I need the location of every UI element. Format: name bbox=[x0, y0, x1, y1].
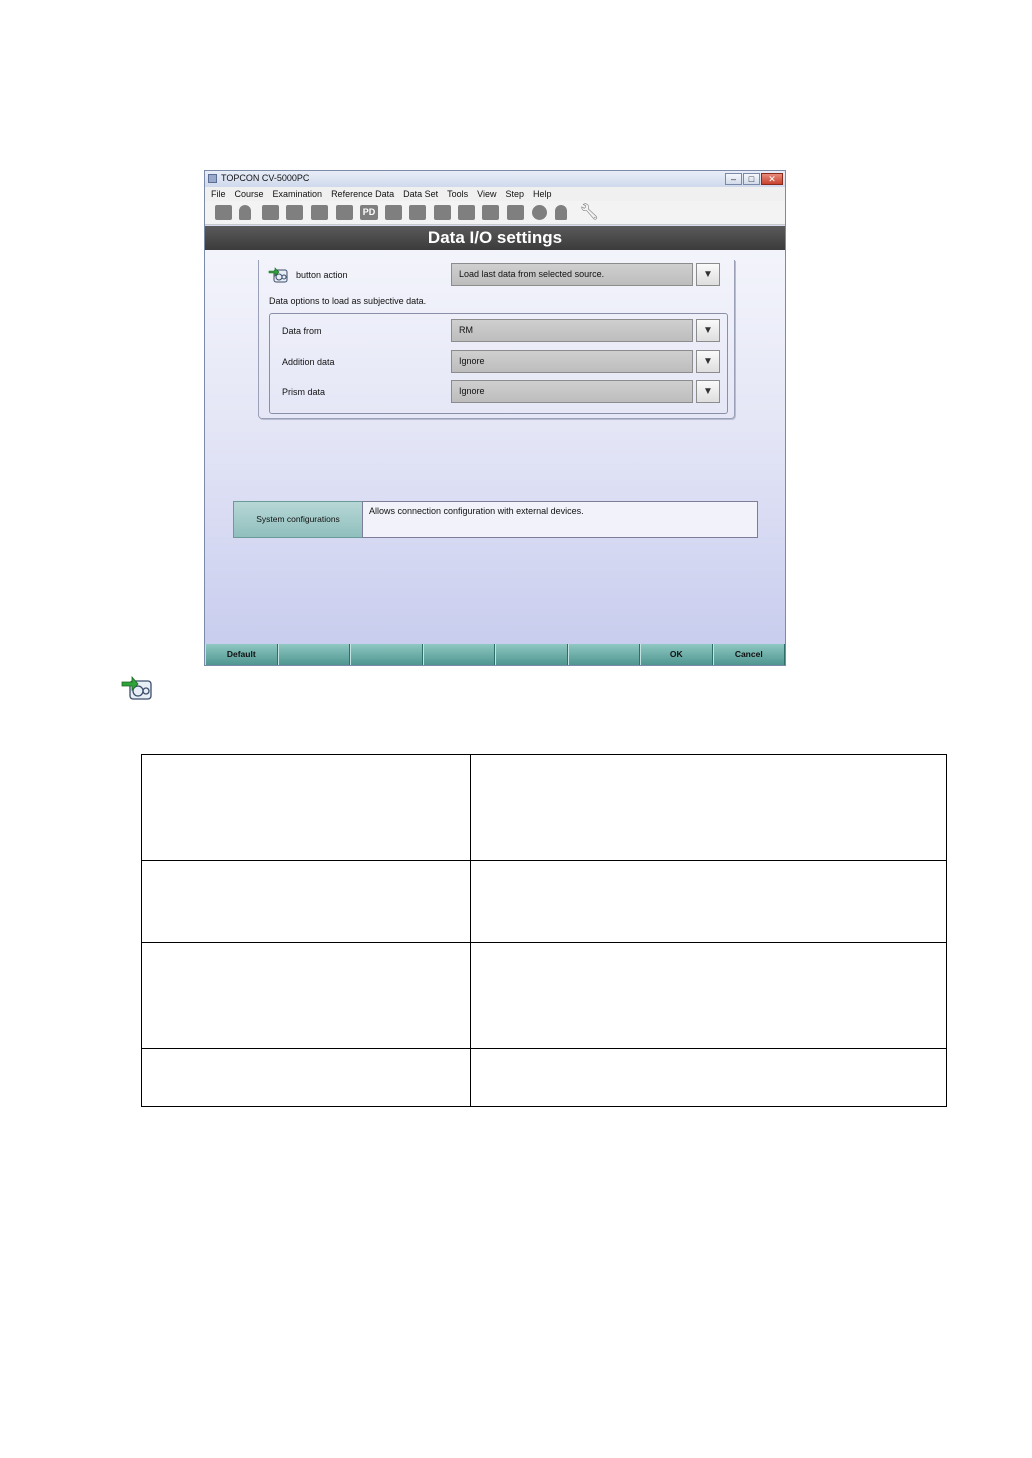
table-cell bbox=[142, 755, 471, 861]
prism-data-label: Prism data bbox=[282, 387, 326, 397]
app-icon bbox=[208, 174, 217, 183]
menu-data-set[interactable]: Data Set bbox=[403, 189, 439, 199]
menu-step[interactable]: Step bbox=[505, 189, 525, 199]
grid-icon[interactable] bbox=[311, 204, 328, 221]
menu-help[interactable]: Help bbox=[533, 189, 552, 199]
chevron-down-icon[interactable]: ▼ bbox=[696, 319, 720, 342]
refractor2-icon[interactable] bbox=[286, 204, 303, 221]
page-title: Data I/O settings bbox=[205, 226, 785, 250]
system-configurations-description: Allows connection configuration with external devices. bbox=[362, 501, 758, 538]
ok-button[interactable]: OK bbox=[640, 644, 713, 665]
menu-tools[interactable]: Tools bbox=[447, 189, 469, 199]
maximize-button[interactable]: □ bbox=[743, 173, 760, 185]
table-cell bbox=[470, 755, 946, 861]
table-cell bbox=[470, 861, 946, 943]
print-icon[interactable] bbox=[434, 204, 451, 221]
table-row bbox=[142, 861, 947, 943]
footer-button-3[interactable] bbox=[350, 644, 423, 665]
menu-view[interactable]: View bbox=[477, 189, 497, 199]
circle-icon[interactable] bbox=[532, 204, 547, 221]
button-action-label: button action bbox=[296, 270, 348, 280]
image-icon[interactable] bbox=[409, 204, 426, 221]
lens-icon[interactable] bbox=[336, 204, 353, 221]
footer-button-bar bbox=[205, 644, 785, 665]
table-cell bbox=[470, 943, 946, 1049]
table-cell bbox=[470, 1049, 946, 1107]
table-cell bbox=[142, 943, 471, 1049]
menu-examination[interactable]: Examination bbox=[272, 189, 323, 199]
table-cell bbox=[142, 861, 471, 943]
data-transfer-icon bbox=[268, 267, 288, 283]
user-icon[interactable] bbox=[555, 204, 567, 221]
settings-panel bbox=[205, 250, 785, 644]
wrench-icon[interactable]: 🔧︎ bbox=[579, 203, 600, 221]
menu-course[interactable]: Course bbox=[234, 189, 264, 199]
chart-icon[interactable] bbox=[215, 204, 232, 221]
chevron-down-icon[interactable]: ▼ bbox=[696, 350, 720, 373]
prism-data-select[interactable]: Ignore bbox=[451, 380, 693, 403]
comment-icon[interactable] bbox=[458, 204, 475, 221]
data-transfer-icon bbox=[121, 676, 153, 700]
footer-button-2[interactable] bbox=[278, 644, 351, 665]
pd-icon[interactable] bbox=[360, 204, 378, 221]
cancel-button[interactable]: Cancel bbox=[713, 644, 786, 665]
pd-label: PD bbox=[360, 205, 378, 220]
addition-data-label: Addition data bbox=[282, 357, 335, 367]
data-from-select[interactable]: RM bbox=[451, 319, 693, 342]
window-title: TOPCON CV-5000PC bbox=[221, 173, 310, 183]
default-button[interactable]: Default bbox=[205, 644, 278, 665]
close-button[interactable]: ✕ bbox=[761, 173, 783, 185]
refractor-icon[interactable] bbox=[262, 204, 279, 221]
chat-icon[interactable] bbox=[482, 204, 499, 221]
minimize-button[interactable]: – bbox=[725, 173, 742, 185]
system-configurations-button[interactable]: System configurations bbox=[233, 501, 363, 538]
table-row bbox=[142, 943, 947, 1049]
menu-bar bbox=[205, 187, 785, 201]
book-icon[interactable] bbox=[507, 204, 524, 221]
app-window bbox=[204, 170, 786, 666]
menu-file[interactable]: File bbox=[211, 189, 226, 199]
table-row bbox=[142, 1049, 947, 1107]
table-cell bbox=[142, 1049, 471, 1107]
table-row bbox=[142, 755, 947, 861]
data-options-caption: Data options to load as subjective data. bbox=[269, 296, 427, 306]
footer-button-6[interactable] bbox=[568, 644, 641, 665]
chevron-down-icon[interactable]: ▼ bbox=[696, 263, 720, 286]
button-action-select[interactable]: Load last data from selected source. bbox=[451, 263, 693, 286]
footer-button-4[interactable] bbox=[423, 644, 496, 665]
toolbar bbox=[205, 201, 785, 225]
monitor-icon[interactable] bbox=[385, 204, 402, 221]
description-table bbox=[141, 754, 947, 1107]
menu-reference-data[interactable]: Reference Data bbox=[331, 189, 395, 199]
person-icon[interactable] bbox=[239, 204, 251, 221]
title-bar[interactable] bbox=[205, 171, 785, 187]
data-from-label: Data from bbox=[282, 326, 322, 336]
chevron-down-icon[interactable]: ▼ bbox=[696, 380, 720, 403]
addition-data-select[interactable]: Ignore bbox=[451, 350, 693, 373]
footer-button-5[interactable] bbox=[495, 644, 568, 665]
